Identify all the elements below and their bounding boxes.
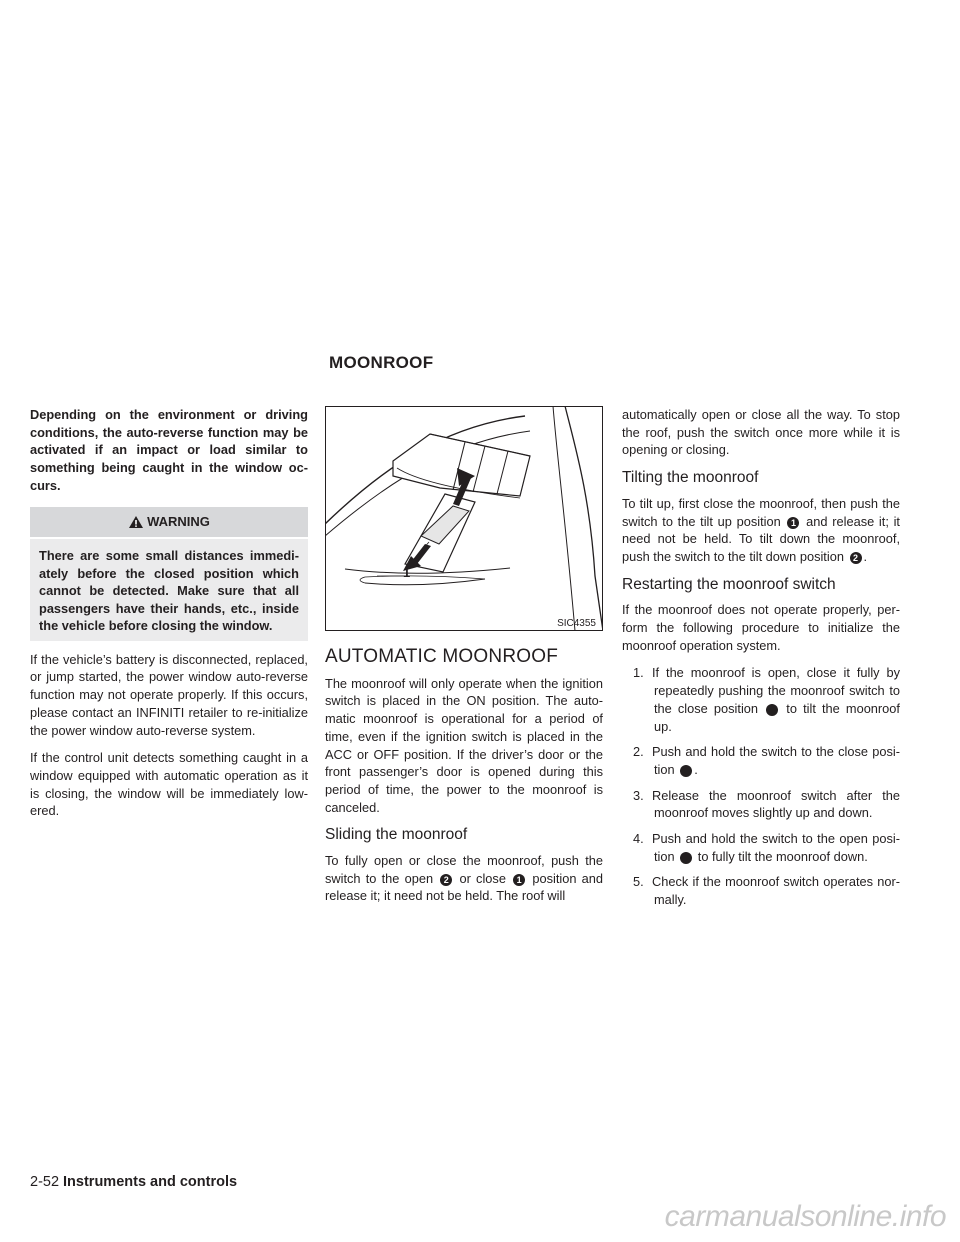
restarting-moonroof-heading: Restarting the moonroof switch xyxy=(622,575,836,593)
list-item: 2. Push and hold the switch to the close posi- tion 1 . xyxy=(633,744,900,777)
figure-code: SIC4355 xyxy=(557,618,596,629)
list-item: 3. Release the moonroof switch after the moonroof moves slightly up and down. xyxy=(633,787,900,821)
control-unit-paragraph: If the control unit detects something caught in a window equipped with automatic operation as it is closing, the window will be immediately low- ered. xyxy=(30,750,308,819)
restart-steps-list xyxy=(622,664,900,908)
figure-label-1: 1 xyxy=(403,565,411,580)
warning-title: WARNING xyxy=(147,513,210,529)
moonroof-switch-illustration xyxy=(325,406,603,631)
marker-2-icon: 2 xyxy=(850,552,862,564)
restarting-moonroof-text: If the moonroof does not operate properly, per- form the following procedure to initialize the moonroof operation system. xyxy=(622,602,900,653)
marker-2-icon: 2 xyxy=(680,852,692,864)
tilting-moonroof-heading: Tilting the moonroof xyxy=(622,469,759,487)
middle-column xyxy=(325,632,603,915)
section-title: MOONROOF xyxy=(329,353,434,372)
list-item: 5. Check if the moonroof switch operates nor- mally. xyxy=(633,874,900,908)
marker-1-icon: 1 xyxy=(766,704,778,716)
moonroof-switch-figure xyxy=(325,406,603,631)
warning-icon xyxy=(128,515,144,529)
watermark: carmanualsonline.info xyxy=(664,1200,946,1233)
right-column xyxy=(622,406,900,917)
automatic-moonroof-text: The moonroof will only operate when the ignition switch is placed in the ON position. The auto- matic moonroof is operational for a period of time, even if the ignition switch is placed in the ACC or OFF position. If the driver’s door or the front passenger’s door is opened during this period of time, the power to the moonroof is canceled. xyxy=(325,675,603,815)
intro-bold-paragraph: Depending on the environment or driving conditions, the auto-reverse function may be activated if an impact or load similar to something being caught in the window oc- curs. xyxy=(30,407,308,493)
warning-header xyxy=(30,507,308,540)
marker-2-icon: 2 xyxy=(440,874,452,886)
chapter-title: Instruments and controls xyxy=(63,1174,238,1190)
warning-box xyxy=(30,507,308,641)
figure-label-2: 2 xyxy=(461,469,469,484)
marker-1-icon: 1 xyxy=(513,874,525,886)
battery-paragraph: If the vehicle’s battery is disconnected, replaced, or jump started, the power window auto-reverse function may not operate properly. If this occurs, please contact an INFINITI retailer to re-initialize the power window auto-reverse system. xyxy=(30,651,308,738)
list-item: 4. Push and hold the switch to the open posi- tion 2 to fully tilt the moonroof down. xyxy=(633,831,900,864)
warning-text: There are some small distances immedi- ately before the closed position which cannot be detected. Make sure that all passengers have their hands, etc., inside the vehicle before closing the window. xyxy=(30,539,308,641)
page-number: 2-52 xyxy=(30,1174,60,1190)
page-footer xyxy=(30,1174,237,1190)
continued-text: automatically open or close all the way. To stop the roof, push the switch once more while it is opening or closing. xyxy=(622,407,900,458)
automatic-moonroof-heading: AUTOMATIC MOONROOF xyxy=(325,646,559,667)
list-item: 1. If the moonroof is open, close it fully by repeatedly pushing the moonroof switch to the close position 1 to tilt the moonroof up. xyxy=(633,665,900,734)
tilting-moonroof-text: To tilt up, first close the moonroof, then push the switch to the tilt up position 1 and release it; it need not be held. To tilt down the moonroof, push the switch to the tilt down position 2 . xyxy=(622,495,900,564)
marker-1-icon: 1 xyxy=(680,765,692,777)
sliding-moonroof-text: To fully open or close the moonroof, push the switch to the open 2 or close 1 position and release it; it need not be held. The roof will xyxy=(325,853,603,904)
left-column xyxy=(30,406,308,830)
sliding-moonroof-heading: Sliding the moonroof xyxy=(325,826,468,844)
marker-1-icon: 1 xyxy=(787,517,799,529)
